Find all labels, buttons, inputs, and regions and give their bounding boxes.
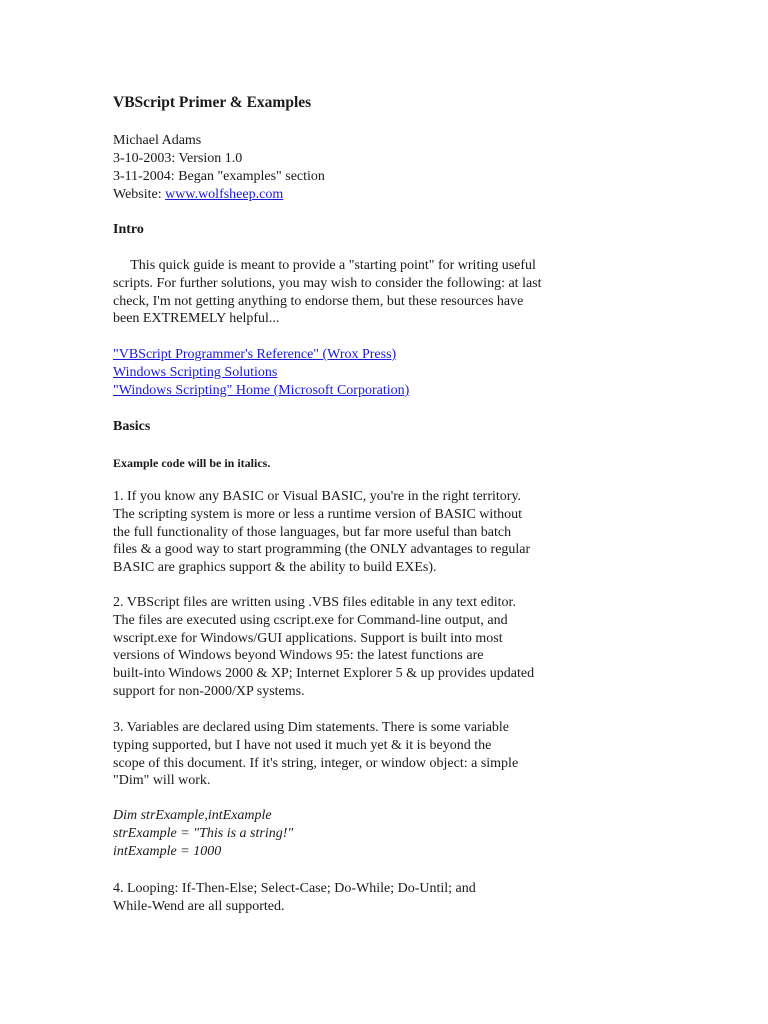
basics-item-1-line: The scripting system is more or less a runtime version of BASIC without — [113, 506, 523, 522]
code-example — [113, 807, 293, 861]
italics-note: Example code will be in italics. — [113, 456, 271, 470]
document-meta — [113, 132, 325, 204]
resource-links — [113, 346, 409, 400]
basics-item-2-line: built-into Windows 2000 & XP; Internet Explorer 5 & up provides updated — [113, 666, 535, 682]
basics-item-1 — [113, 488, 583, 577]
basics-item-1-line: 1. If you know any BASIC or Visual BASIC, you're in the right territory. — [113, 489, 522, 504]
intro-line: been EXTREMELY helpful... — [113, 311, 280, 327]
basics-item-4 — [113, 880, 583, 916]
intro-line: scripts. For further solutions, you may wish to consider the following: at last — [113, 275, 542, 291]
intro-heading: Intro — [113, 222, 144, 237]
basics-item-2-line: 2. VBScript files are written using .VBS files editable in any text editor. — [113, 595, 516, 610]
website-line — [113, 186, 325, 204]
version-line: 3-10-2003: Version 1.0 — [113, 151, 243, 166]
basics-item-2 — [113, 594, 583, 701]
basics-item-4-line: While-Wend are all supported. — [113, 898, 285, 914]
basics-item-1-line: the full functionality of those languages, but far more useful than batch — [113, 524, 512, 540]
basics-item-2-line: versions of Windows beyond Windows 95: the latest functions are — [113, 648, 484, 664]
examples-line: 3-11-2004: Began "examples" section — [113, 169, 325, 184]
resource-link-wrox[interactable]: "VBScript Programmer's Reference" (Wrox Press) — [113, 347, 397, 362]
resource-link-wss[interactable]: Windows Scripting Solutions — [113, 365, 278, 380]
author-line: Michael Adams — [113, 133, 202, 148]
intro-line: check, I'm not getting anything to endorse them, but these resources have — [113, 293, 524, 309]
basics-item-1-line: files & a good way to start programming (the ONLY advantages to regular — [113, 542, 531, 558]
website-link[interactable]: www.wolfsheep.com — [165, 187, 284, 202]
basics-item-3-line: scope of this document. If it's string, integer, or window object: a simple — [113, 755, 519, 771]
code-line: Dim strExample,intExample — [113, 808, 272, 823]
basics-heading: Basics — [113, 419, 151, 434]
basics-item-2-line: support for non-2000/XP systems. — [113, 683, 305, 699]
basics-item-2-line: wscript.exe for Windows/GUI applications. Support is built into most — [113, 630, 503, 646]
basics-item-3-line: 3. Variables are declared using Dim statements. There is some variable — [113, 720, 510, 735]
intro-line: This quick guide is meant to provide a "starting point" for writing useful — [113, 258, 536, 273]
basics-item-3-line: typing supported, but I have not used it much yet & it is beyond the — [113, 737, 492, 753]
basics-item-2-line: The files are executed using cscript.exe for Command-line output, and — [113, 612, 508, 628]
basics-item-1-line: BASIC are graphics support & the ability to build EXEs). — [113, 560, 437, 576]
code-line: strExample = "This is a string!" — [113, 826, 294, 841]
document-title: VBScript Primer & Examples — [113, 94, 312, 111]
resource-link-microsoft[interactable]: "Windows Scripting" Home (Microsoft Corporation) — [113, 383, 410, 398]
basics-item-3-line: "Dim" will work. — [113, 773, 211, 789]
code-line: intExample = 1000 — [113, 844, 222, 859]
website-label: Website: — [113, 187, 166, 202]
intro-paragraph — [113, 257, 583, 328]
basics-item-4-line: 4. Looping: If-Then-Else; Select-Case; Do-While; Do-Until; and — [113, 881, 476, 896]
basics-item-3 — [113, 719, 583, 790]
